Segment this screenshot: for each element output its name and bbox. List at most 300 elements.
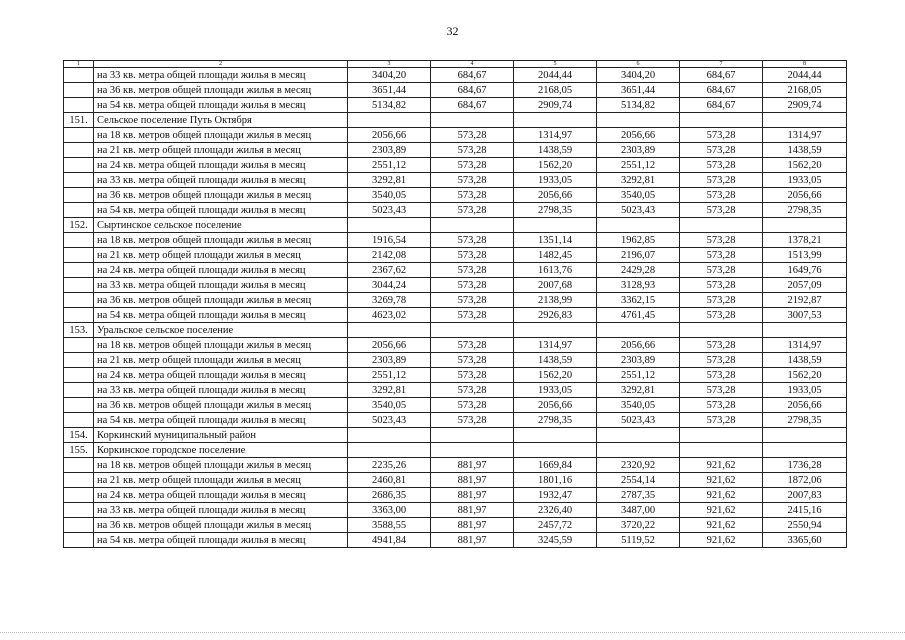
section-name: Коркинское городское поселение <box>94 443 348 458</box>
value-cell <box>680 323 763 338</box>
value-cell: 2056,66 <box>348 338 431 353</box>
column-number: 3 <box>348 61 431 68</box>
value-cell: 3365,60 <box>763 533 847 548</box>
value-cell: 1933,05 <box>763 173 847 188</box>
row-label: на 24 кв. метра общей площади жилья в месяц <box>94 488 348 503</box>
row-number <box>64 188 94 203</box>
value-cell <box>514 218 597 233</box>
value-cell: 2056,66 <box>514 398 597 413</box>
row-number <box>64 368 94 383</box>
value-cell: 573,28 <box>680 338 763 353</box>
value-cell: 1314,97 <box>763 338 847 353</box>
value-cell: 684,67 <box>431 68 514 83</box>
value-cell: 1438,59 <box>763 353 847 368</box>
table-row <box>64 233 847 248</box>
value-cell: 573,28 <box>680 188 763 203</box>
value-cell: 573,28 <box>680 308 763 323</box>
value-cell: 3404,20 <box>348 68 431 83</box>
row-number: 153. <box>64 323 94 338</box>
value-cell: 2326,40 <box>514 503 597 518</box>
value-cell: 3720,22 <box>597 518 680 533</box>
value-cell: 684,67 <box>680 98 763 113</box>
column-number: 8 <box>763 61 847 68</box>
row-label: на 33 кв. метра общей площади жилья в месяц <box>94 503 348 518</box>
value-cell <box>431 113 514 128</box>
value-cell: 881,97 <box>431 503 514 518</box>
value-cell: 573,28 <box>431 263 514 278</box>
value-cell: 2909,74 <box>763 98 847 113</box>
value-cell: 573,28 <box>431 368 514 383</box>
value-cell: 573,28 <box>431 188 514 203</box>
value-cell: 573,28 <box>680 173 763 188</box>
value-cell: 1351,14 <box>514 233 597 248</box>
row-number: 152. <box>64 218 94 233</box>
value-cell: 573,28 <box>680 158 763 173</box>
value-cell <box>514 443 597 458</box>
value-cell: 1801,16 <box>514 473 597 488</box>
section-name: Сельское поселение Путь Октября <box>94 113 348 128</box>
tariff-table <box>63 60 847 548</box>
value-cell: 2798,35 <box>514 203 597 218</box>
value-cell: 921,62 <box>680 518 763 533</box>
value-cell: 573,28 <box>431 338 514 353</box>
value-cell: 3540,05 <box>597 188 680 203</box>
value-cell: 3128,93 <box>597 278 680 293</box>
table-row <box>64 203 847 218</box>
value-cell: 573,28 <box>431 398 514 413</box>
value-cell <box>763 428 847 443</box>
table-row <box>64 188 847 203</box>
row-number: 151. <box>64 113 94 128</box>
value-cell <box>348 323 431 338</box>
value-cell: 3292,81 <box>348 383 431 398</box>
row-label: на 33 кв. метра общей площади жилья в месяц <box>94 278 348 293</box>
value-cell: 881,97 <box>431 473 514 488</box>
table-row <box>64 383 847 398</box>
value-cell: 684,67 <box>431 83 514 98</box>
table-row <box>64 248 847 263</box>
row-number <box>64 143 94 158</box>
row-number <box>64 488 94 503</box>
value-cell <box>348 428 431 443</box>
value-cell: 1562,20 <box>514 368 597 383</box>
scan-edge-line <box>0 632 905 634</box>
value-cell <box>348 218 431 233</box>
value-cell: 881,97 <box>431 533 514 548</box>
value-cell: 3292,81 <box>597 383 680 398</box>
value-cell: 1736,28 <box>763 458 847 473</box>
row-number <box>64 233 94 248</box>
value-cell: 3651,44 <box>348 83 431 98</box>
value-cell: 2303,89 <box>348 143 431 158</box>
row-label: на 36 кв. метров общей площади жилья в месяц <box>94 83 348 98</box>
value-cell: 573,28 <box>680 278 763 293</box>
value-cell: 2926,83 <box>514 308 597 323</box>
value-cell: 2551,12 <box>348 368 431 383</box>
value-cell: 573,28 <box>680 368 763 383</box>
value-cell: 1438,59 <box>514 353 597 368</box>
table-row <box>64 158 847 173</box>
value-cell: 2007,83 <box>763 488 847 503</box>
value-cell <box>348 113 431 128</box>
row-label: на 24 кв. метра общей площади жилья в месяц <box>94 368 348 383</box>
value-cell: 2168,05 <box>763 83 847 98</box>
value-cell: 2056,66 <box>348 128 431 143</box>
value-cell: 2142,08 <box>348 248 431 263</box>
value-cell: 2056,66 <box>597 338 680 353</box>
value-cell <box>763 113 847 128</box>
value-cell: 2320,92 <box>597 458 680 473</box>
value-cell: 2551,12 <box>597 368 680 383</box>
value-cell <box>431 323 514 338</box>
row-number <box>64 353 94 368</box>
value-cell <box>680 113 763 128</box>
row-number <box>64 473 94 488</box>
row-number <box>64 98 94 113</box>
value-cell: 2415,16 <box>763 503 847 518</box>
value-cell: 2303,89 <box>597 143 680 158</box>
value-cell: 5134,82 <box>597 98 680 113</box>
value-cell: 2235,26 <box>348 458 431 473</box>
row-label: на 24 кв. метра общей площади жилья в месяц <box>94 263 348 278</box>
value-cell: 2550,94 <box>763 518 847 533</box>
row-number <box>64 278 94 293</box>
row-number <box>64 308 94 323</box>
value-cell: 921,62 <box>680 533 763 548</box>
row-label: на 36 кв. метров общей площади жилья в месяц <box>94 293 348 308</box>
row-number <box>64 203 94 218</box>
value-cell: 573,28 <box>431 158 514 173</box>
table-body <box>64 61 847 548</box>
value-cell: 1613,76 <box>514 263 597 278</box>
value-cell: 1314,97 <box>514 128 597 143</box>
value-cell: 2798,35 <box>763 413 847 428</box>
row-label: на 21 кв. метр общей площади жилья в месяц <box>94 473 348 488</box>
row-number <box>64 503 94 518</box>
value-cell <box>597 113 680 128</box>
section-row <box>64 323 847 338</box>
value-cell: 573,28 <box>680 128 763 143</box>
value-cell: 881,97 <box>431 518 514 533</box>
column-number: 6 <box>597 61 680 68</box>
value-cell: 2303,89 <box>597 353 680 368</box>
value-cell: 573,28 <box>431 128 514 143</box>
value-cell: 1314,97 <box>763 128 847 143</box>
row-number <box>64 83 94 98</box>
value-cell: 1669,84 <box>514 458 597 473</box>
value-cell: 573,28 <box>431 383 514 398</box>
value-cell: 1933,05 <box>514 383 597 398</box>
value-cell <box>514 428 597 443</box>
row-number <box>64 263 94 278</box>
value-cell <box>763 443 847 458</box>
value-cell: 2192,87 <box>763 293 847 308</box>
value-cell: 3292,81 <box>348 173 431 188</box>
value-cell: 3007,53 <box>763 308 847 323</box>
value-cell: 2367,62 <box>348 263 431 278</box>
table-row <box>64 503 847 518</box>
table-row <box>64 413 847 428</box>
value-cell: 573,28 <box>680 353 763 368</box>
value-cell: 573,28 <box>431 293 514 308</box>
value-cell: 2056,66 <box>597 128 680 143</box>
table-row <box>64 293 847 308</box>
value-cell <box>431 428 514 443</box>
row-label: на 54 кв. метра общей площади жилья в месяц <box>94 98 348 113</box>
page-number: 32 <box>446 24 459 38</box>
value-cell: 2551,12 <box>597 158 680 173</box>
table-row <box>64 128 847 143</box>
row-number <box>64 398 94 413</box>
value-cell <box>597 323 680 338</box>
value-cell: 2044,44 <box>514 68 597 83</box>
table-row <box>64 143 847 158</box>
value-cell <box>763 218 847 233</box>
value-cell: 921,62 <box>680 503 763 518</box>
row-label: на 36 кв. метров общей площади жилья в месяц <box>94 188 348 203</box>
value-cell <box>597 443 680 458</box>
column-number: 7 <box>680 61 763 68</box>
row-label: на 18 кв. метров общей площади жилья в месяц <box>94 338 348 353</box>
value-cell: 3404,20 <box>597 68 680 83</box>
value-cell: 2196,07 <box>597 248 680 263</box>
value-cell <box>680 218 763 233</box>
value-cell: 1438,59 <box>514 143 597 158</box>
value-cell: 573,28 <box>431 233 514 248</box>
row-label: на 24 кв. метра общей площади жилья в месяц <box>94 158 348 173</box>
table-row <box>64 458 847 473</box>
table-row <box>64 68 847 83</box>
value-cell: 573,28 <box>680 383 763 398</box>
value-cell: 573,28 <box>680 413 763 428</box>
value-cell <box>680 443 763 458</box>
section-row <box>64 113 847 128</box>
value-cell: 1932,47 <box>514 488 597 503</box>
row-label: на 33 кв. метра общей площади жилья в месяц <box>94 173 348 188</box>
column-number: 4 <box>431 61 514 68</box>
value-cell: 1933,05 <box>514 173 597 188</box>
value-cell: 573,28 <box>431 353 514 368</box>
value-cell: 5023,43 <box>597 413 680 428</box>
value-cell: 573,28 <box>680 293 763 308</box>
value-cell: 573,28 <box>431 173 514 188</box>
value-cell: 573,28 <box>431 248 514 263</box>
value-cell: 1378,21 <box>763 233 847 248</box>
value-cell: 921,62 <box>680 473 763 488</box>
value-cell: 2056,66 <box>763 398 847 413</box>
column-number: 2 <box>94 61 348 68</box>
value-cell <box>597 428 680 443</box>
section-name: Коркинский муниципальный район <box>94 428 348 443</box>
value-cell: 921,62 <box>680 458 763 473</box>
value-cell: 2044,44 <box>763 68 847 83</box>
value-cell: 573,28 <box>680 143 763 158</box>
value-cell: 3540,05 <box>348 398 431 413</box>
value-cell: 1482,45 <box>514 248 597 263</box>
value-cell: 2551,12 <box>348 158 431 173</box>
row-label: на 18 кв. метров общей площади жилья в месяц <box>94 233 348 248</box>
table-row <box>64 368 847 383</box>
value-cell: 3540,05 <box>348 188 431 203</box>
value-cell <box>680 428 763 443</box>
row-label: на 54 кв. метра общей площади жилья в месяц <box>94 203 348 218</box>
value-cell: 2457,72 <box>514 518 597 533</box>
value-cell: 684,67 <box>680 83 763 98</box>
row-label: на 21 кв. метр общей площади жилья в месяц <box>94 248 348 263</box>
value-cell: 573,28 <box>680 233 763 248</box>
row-number <box>64 248 94 263</box>
value-cell: 2057,09 <box>763 278 847 293</box>
value-cell: 3269,78 <box>348 293 431 308</box>
value-cell: 1562,20 <box>763 158 847 173</box>
table-row <box>64 398 847 413</box>
value-cell: 3362,15 <box>597 293 680 308</box>
column-number-row <box>64 61 847 68</box>
value-cell: 2554,14 <box>597 473 680 488</box>
table-row <box>64 473 847 488</box>
row-label: на 18 кв. метров общей площади жилья в месяц <box>94 458 348 473</box>
table-row <box>64 533 847 548</box>
row-label: на 36 кв. метров общей площади жилья в месяц <box>94 398 348 413</box>
row-label: на 36 кв. метров общей площади жилья в месяц <box>94 518 348 533</box>
value-cell: 4623,02 <box>348 308 431 323</box>
row-number: 155. <box>64 443 94 458</box>
value-cell: 1438,59 <box>763 143 847 158</box>
value-cell: 684,67 <box>431 98 514 113</box>
value-cell: 573,28 <box>431 278 514 293</box>
row-number <box>64 458 94 473</box>
value-cell: 2787,35 <box>597 488 680 503</box>
section-name: Сыртинское сельское поселение <box>94 218 348 233</box>
table-row <box>64 263 847 278</box>
value-cell: 4761,45 <box>597 308 680 323</box>
table-row <box>64 83 847 98</box>
value-cell <box>514 113 597 128</box>
value-cell: 3363,00 <box>348 503 431 518</box>
row-label: на 54 кв. метра общей площади жилья в месяц <box>94 533 348 548</box>
row-number <box>64 293 94 308</box>
value-cell: 573,28 <box>680 263 763 278</box>
row-number <box>64 383 94 398</box>
value-cell: 573,28 <box>431 143 514 158</box>
row-number: 154. <box>64 428 94 443</box>
row-label: на 54 кв. метра общей площади жилья в месяц <box>94 308 348 323</box>
value-cell: 1933,05 <box>763 383 847 398</box>
value-cell: 1962,85 <box>597 233 680 248</box>
value-cell: 5134,82 <box>348 98 431 113</box>
value-cell: 2007,68 <box>514 278 597 293</box>
value-cell: 4941,84 <box>348 533 431 548</box>
value-cell: 2168,05 <box>514 83 597 98</box>
table-row <box>64 488 847 503</box>
value-cell <box>431 218 514 233</box>
section-name: Уральское сельское поселение <box>94 323 348 338</box>
value-cell: 3651,44 <box>597 83 680 98</box>
row-label: на 33 кв. метра общей площади жилья в месяц <box>94 68 348 83</box>
value-cell: 684,67 <box>680 68 763 83</box>
value-cell: 2798,35 <box>514 413 597 428</box>
table-row <box>64 98 847 113</box>
section-row <box>64 218 847 233</box>
value-cell: 2056,66 <box>763 188 847 203</box>
value-cell: 1649,76 <box>763 263 847 278</box>
row-number <box>64 338 94 353</box>
value-cell: 2429,28 <box>597 263 680 278</box>
value-cell: 5023,43 <box>348 413 431 428</box>
value-cell: 3044,24 <box>348 278 431 293</box>
table-row <box>64 518 847 533</box>
row-label: на 33 кв. метра общей площади жилья в месяц <box>94 383 348 398</box>
value-cell: 573,28 <box>680 248 763 263</box>
table-row <box>64 353 847 368</box>
value-cell: 5119,52 <box>597 533 680 548</box>
value-cell: 1562,20 <box>514 158 597 173</box>
column-number: 5 <box>514 61 597 68</box>
value-cell: 3245,59 <box>514 533 597 548</box>
value-cell: 2138,99 <box>514 293 597 308</box>
value-cell <box>597 218 680 233</box>
value-cell: 5023,43 <box>348 203 431 218</box>
table-row <box>64 278 847 293</box>
value-cell: 881,97 <box>431 458 514 473</box>
section-row <box>64 428 847 443</box>
value-cell: 1916,54 <box>348 233 431 248</box>
table-row <box>64 173 847 188</box>
row-number <box>64 158 94 173</box>
value-cell: 2909,74 <box>514 98 597 113</box>
row-label: на 21 кв. метр общей площади жилья в месяц <box>94 143 348 158</box>
value-cell: 2303,89 <box>348 353 431 368</box>
value-cell: 3487,00 <box>597 503 680 518</box>
row-number <box>64 68 94 83</box>
value-cell <box>763 323 847 338</box>
value-cell: 881,97 <box>431 488 514 503</box>
value-cell: 3540,05 <box>597 398 680 413</box>
column-number: 1 <box>64 61 94 68</box>
value-cell <box>431 443 514 458</box>
value-cell: 573,28 <box>680 203 763 218</box>
row-number <box>64 128 94 143</box>
row-label: на 21 кв. метр общей площади жилья в месяц <box>94 353 348 368</box>
value-cell <box>348 443 431 458</box>
value-cell: 2056,66 <box>514 188 597 203</box>
value-cell: 3588,55 <box>348 518 431 533</box>
value-cell: 1513,99 <box>763 248 847 263</box>
value-cell <box>514 323 597 338</box>
section-row <box>64 443 847 458</box>
value-cell: 573,28 <box>431 203 514 218</box>
row-number <box>64 533 94 548</box>
value-cell: 1314,97 <box>514 338 597 353</box>
value-cell: 5023,43 <box>597 203 680 218</box>
row-label: на 54 кв. метра общей площади жилья в месяц <box>94 413 348 428</box>
value-cell: 1562,20 <box>763 368 847 383</box>
value-cell: 573,28 <box>431 413 514 428</box>
value-cell: 921,62 <box>680 488 763 503</box>
value-cell: 573,28 <box>431 308 514 323</box>
row-label: на 18 кв. метров общей площади жилья в месяц <box>94 128 348 143</box>
table-row <box>64 308 847 323</box>
row-number <box>64 518 94 533</box>
value-cell: 2798,35 <box>763 203 847 218</box>
table-row <box>64 338 847 353</box>
value-cell: 1872,06 <box>763 473 847 488</box>
value-cell: 3292,81 <box>597 173 680 188</box>
value-cell: 2686,35 <box>348 488 431 503</box>
value-cell: 573,28 <box>680 398 763 413</box>
value-cell: 2460,81 <box>348 473 431 488</box>
row-number <box>64 173 94 188</box>
